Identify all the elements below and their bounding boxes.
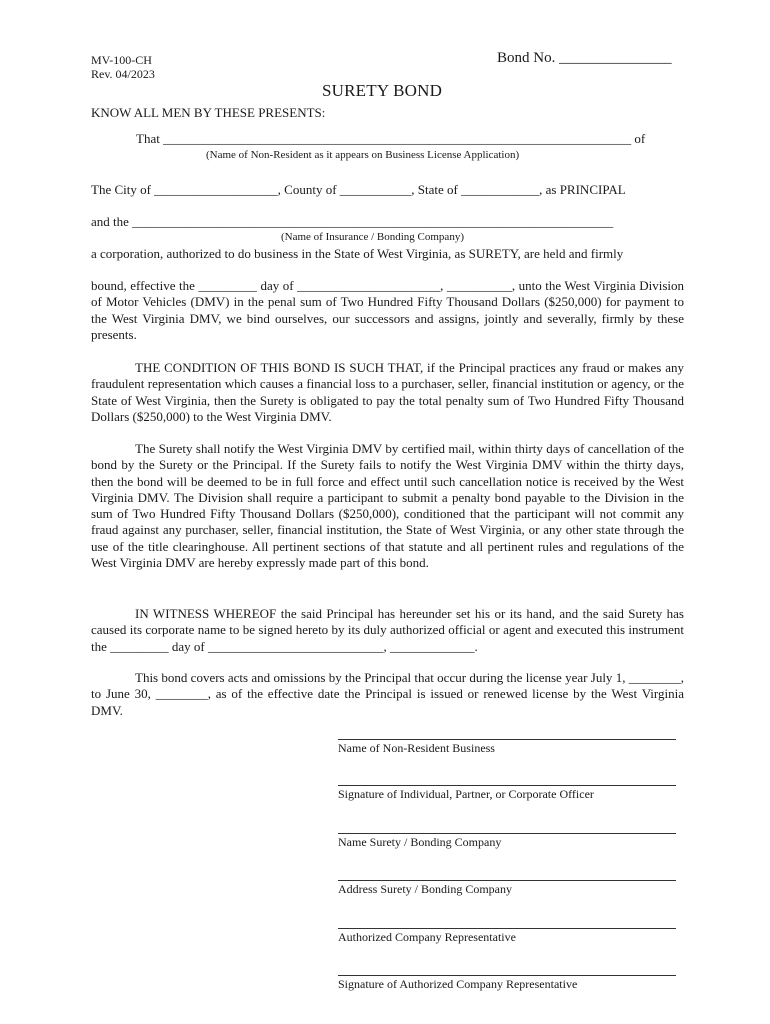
coverage-paragraph: [91, 670, 684, 719]
surety-name-field[interactable]: and the __________________________________________________________________________: [91, 214, 614, 229]
signature-line-surety-address[interactable]: [338, 880, 676, 881]
surety-corporation-line: a corporation, authorized to do business in the State of West Virginia, as SURETY, are held and firmly: [91, 246, 624, 261]
principal-location-fields[interactable]: The City of ___________________, County of ___________, State of ____________, as PRINCIPAL: [91, 182, 626, 197]
notify-text: The Surety shall notify the West Virginia DMV by certified mail, within thirty days of cancellation of the bond by the Surety or the Principal. If the Surety fails to notify the West Virginia DMV within the thirty days, then the bond will be deemed to be in full force and effect until such cancellation notice is received by the West Virginia DMV. The Division shall require a participant to submit a penalty bond payable to the Division in the sum of Two Hundred Fifty Thousand Dollars ($250,000), conditioned that the participant will not commit any fraud against any purchaser, seller, financial institution, the State of West Virginia, or any other state through the use of the title clearinghouse. All pertinent sections of that statute and all pertinent rules and regulations of the West Virginia DMV are hereby expressly made part of this bond.: [91, 441, 684, 571]
notify-paragraph: [91, 441, 684, 571]
bound-paragraph: bound, effective the _________ day of ______________________, __________, unto the West Virginia Division of Motor Vehicles (DMV) in the penal sum of Two Hundred Fifty Thousand Dollars ($250,000) for payment to the West Virginia DMV, we bind ourselves, our successors and assigns, jointly and severally, firmly by these presents.: [91, 278, 684, 342]
condition-paragraph: [91, 360, 684, 425]
witness-text: IN WITNESS WHEREOF the said Principal has hereunder set his or its hand, and the said Surety has caused its corporate name to be signed hereto by its duly authorized official or agent and executed this instrument the _________ day of ___________________________, _____________.: [91, 606, 684, 654]
principal-name-field[interactable]: That ________________________________________________________________________ of: [136, 131, 646, 146]
intro-heading: KNOW ALL MEN BY THESE PRESENTS:: [91, 105, 326, 120]
signature-line-representative[interactable]: [338, 928, 676, 929]
form-revision: Rev. 04/2023: [91, 67, 155, 81]
witness-paragraph: [91, 606, 684, 655]
signature-line-representative-signature[interactable]: [338, 975, 676, 976]
signature-line-surety-name[interactable]: [338, 833, 676, 834]
surety-name-caption: (Name of Insurance / Bonding Company): [281, 231, 464, 243]
bond-number-field[interactable]: Bond No. _______________: [497, 50, 672, 66]
form-id: MV-100-CH: [91, 53, 152, 67]
principal-name-caption: (Name of Non-Resident as it appears on Business License Application): [206, 149, 520, 161]
signature-label-surety-address: Address Surety / Bonding Company: [338, 882, 512, 896]
signature-line-officer[interactable]: [338, 785, 676, 786]
document-title: SURETY BOND: [322, 81, 443, 100]
signature-label-officer: Signature of Individual, Partner, or Corporate Officer: [338, 787, 594, 801]
condition-text: THE CONDITION OF THIS BOND IS SUCH THAT, if the Principal practices any fraud or makes any fraudulent representation which causes a financial loss to a purchaser, seller, financial institution or agency, or the State of West Virginia, then the Surety is obligated to pay the total penalty sum of Two Hundred Fifty Thousand Dollars ($250,000) to the West Virginia DMV.: [91, 360, 684, 424]
signature-line-business[interactable]: [338, 739, 676, 740]
coverage-text: This bond covers acts and omissions by the Principal that occur during the license year July 1, ________, to June 30, ________, as of the effective date the Principal is issued or renewed license by the West Virginia DMV.: [91, 670, 684, 718]
signature-label-business: Name of Non-Resident Business: [338, 741, 495, 755]
signature-label-surety-name: Name Surety / Bonding Company: [338, 835, 502, 849]
signature-label-representative: Authorized Company Representative: [338, 930, 516, 944]
signature-label-representative-signature: Signature of Authorized Company Representative: [338, 977, 578, 991]
